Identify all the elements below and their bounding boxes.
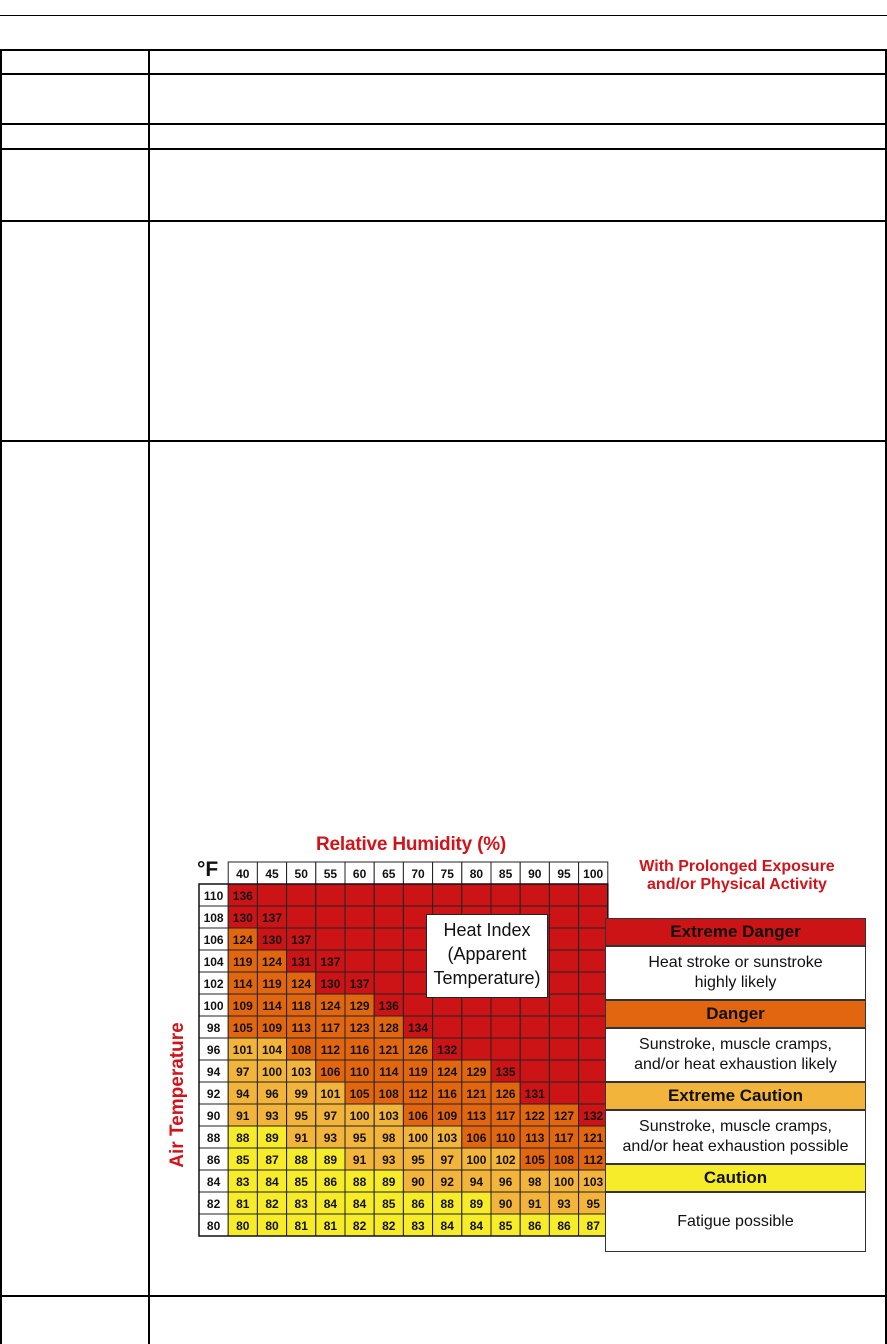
heat-index-value: 129 [466, 1065, 487, 1079]
humidity-tick-label: 45 [265, 867, 279, 881]
humidity-tick-label: 60 [352, 867, 367, 881]
table-row-divider [0, 148, 887, 150]
humidity-tick-label: 80 [469, 867, 484, 881]
heat-index-empty-cell [549, 1038, 578, 1060]
heat-index-empty-cell [316, 906, 345, 928]
heat-index-value: 121 [583, 1131, 604, 1145]
heat-index-value: 101 [232, 1043, 253, 1057]
heat-index-value: 84 [352, 1197, 367, 1211]
heat-index-empty-cell [257, 884, 286, 906]
heat-index-value: 84 [440, 1219, 454, 1233]
heat-index-value: 89 [265, 1131, 279, 1145]
heat-index-value: 88 [236, 1131, 250, 1145]
heat-index-empty-cell [491, 1016, 520, 1038]
legend-description: Fatigue possible [605, 1192, 866, 1252]
heat-index-value: 127 [553, 1109, 575, 1123]
temperature-tick-label: 82 [206, 1197, 221, 1211]
heat-index-value: 137 [261, 911, 283, 925]
heat-index-value: 95 [411, 1153, 425, 1167]
table-row-divider [0, 49, 887, 51]
heat-index-value: 110 [349, 1065, 370, 1079]
heat-index-empty-cell [374, 972, 403, 994]
heat-index-value: 94 [236, 1087, 250, 1101]
heat-index-empty-cell [579, 928, 608, 950]
heat-index-empty-cell [549, 994, 578, 1016]
heat-index-value: 86 [528, 1219, 542, 1233]
heat-index-value: 81 [323, 1219, 338, 1233]
humidity-tick-label: 90 [528, 867, 542, 881]
heat-index-value: 105 [349, 1087, 370, 1101]
heat-index-value: 106 [407, 1109, 429, 1123]
table-row-divider [0, 1295, 887, 1297]
humidity-tick-label: 100 [583, 867, 604, 881]
heat-index-value: 124 [437, 1065, 458, 1079]
heat-index-value: 83 [294, 1197, 308, 1211]
header-rule [0, 15, 887, 16]
heat-index-value: 110 [495, 1131, 516, 1145]
heat-index-value: 97 [323, 1109, 338, 1123]
heat-index-empty-cell [579, 950, 608, 972]
temperature-tick-label: 108 [203, 911, 224, 925]
heat-index-value: 92 [440, 1175, 454, 1189]
heat-index-value: 85 [382, 1197, 396, 1211]
heat-index-value: 86 [411, 1197, 425, 1211]
heat-index-value: 85 [236, 1153, 250, 1167]
heat-index-empty-cell [579, 884, 608, 906]
heat-index-empty-cell [433, 884, 462, 906]
temperature-tick-label: 84 [206, 1175, 221, 1189]
heat-index-value: 128 [378, 1021, 399, 1035]
heat-index-value: 103 [378, 1109, 399, 1123]
heat-index-value: 119 [233, 955, 253, 969]
table-row-divider [0, 220, 887, 222]
heat-index-value: 100 [553, 1175, 575, 1189]
heat-index-value: 121 [466, 1087, 487, 1101]
heat-index-value: 91 [236, 1109, 250, 1123]
heat-index-value: 108 [291, 1043, 312, 1057]
heat-index-empty-cell [579, 994, 608, 1016]
heat-index-value: 108 [378, 1087, 399, 1101]
heat-index-value: 97 [236, 1065, 250, 1079]
heat-index-value: 91 [352, 1153, 367, 1167]
heat-index-value: 90 [498, 1197, 513, 1211]
heat-index-value: 91 [528, 1197, 542, 1211]
heat-index-value: 84 [469, 1219, 484, 1233]
heat-index-value: 105 [232, 1021, 253, 1035]
heat-index-value: 137 [349, 977, 370, 991]
heat-index-value: 126 [495, 1087, 516, 1101]
heat-index-value: 88 [294, 1153, 308, 1167]
heat-index-empty-cell [579, 1082, 608, 1104]
heat-index-empty-cell [549, 884, 578, 906]
heat-index-value: 137 [320, 955, 341, 969]
heat-index-value: 114 [379, 1065, 399, 1079]
heat-index-grid [166, 828, 604, 1286]
heat-index-value: 82 [382, 1219, 396, 1233]
temperature-tick-label: 92 [206, 1087, 221, 1101]
heat-index-value: 99 [294, 1087, 308, 1101]
heat-index-value: 88 [440, 1197, 454, 1211]
heat-index-value: 97 [440, 1153, 454, 1167]
legend-category: Extreme Danger [605, 918, 866, 946]
temperature-tick-label: 104 [203, 955, 224, 969]
heat-index-value: 124 [261, 955, 283, 969]
heat-index-empty-cell [374, 884, 403, 906]
heat-index-value: 82 [352, 1219, 367, 1233]
temperature-tick-label: 88 [206, 1131, 221, 1145]
y-axis-label: Air Temperature [167, 1022, 188, 1168]
heat-index-value: 93 [323, 1131, 338, 1145]
table-row-divider [0, 123, 887, 125]
heat-index-value: 132 [583, 1109, 604, 1123]
heat-index-value: 83 [236, 1175, 250, 1189]
heat-index-value: 89 [323, 1153, 338, 1167]
heat-index-value: 130 [261, 933, 283, 947]
heat-index-empty-cell [462, 1038, 491, 1060]
heat-index-value: 122 [524, 1109, 545, 1123]
table-row-divider [0, 440, 887, 442]
heat-index-value: 80 [265, 1219, 279, 1233]
heat-index-value: 93 [265, 1109, 279, 1123]
heat-index-value: 109 [261, 1021, 283, 1035]
heat-index-empty-cell [374, 928, 403, 950]
heat-index-value: 124 [320, 999, 341, 1013]
heat-index-value: 100 [261, 1065, 283, 1079]
heat-index-value: 117 [495, 1109, 516, 1123]
heat-index-value: 137 [291, 933, 312, 947]
heat-index-value: 93 [557, 1197, 571, 1211]
heat-index-value: 103 [437, 1131, 458, 1145]
heat-index-empty-cell [549, 950, 578, 972]
heat-index-empty-cell [491, 884, 520, 906]
heat-index-value: 96 [498, 1175, 513, 1189]
heat-index-value: 117 [320, 1021, 341, 1035]
heat-index-empty-cell [345, 884, 374, 906]
heat-index-value: 116 [349, 1043, 370, 1057]
heat-index-value: 130 [232, 911, 253, 925]
heat-index-value: 131 [291, 955, 312, 969]
legend-category: Danger [605, 1000, 866, 1028]
heat-index-empty-cell [433, 1016, 462, 1038]
heat-index-value: 100 [349, 1109, 370, 1123]
temperature-tick-label: 102 [203, 977, 224, 991]
legend-description: Sunstroke, muscle cramps, and/or heat exhaustion likely [605, 1028, 866, 1082]
humidity-tick-label: 40 [236, 867, 250, 881]
heat-index-value: 98 [382, 1131, 396, 1145]
humidity-tick-label: 55 [323, 867, 338, 881]
temperature-tick-label: 98 [206, 1021, 221, 1035]
legend-category: Caution [605, 1164, 866, 1192]
heat-index-value: 95 [294, 1109, 308, 1123]
heat-index-value: 113 [466, 1109, 487, 1123]
heat-index-value: 134 [407, 1021, 429, 1035]
heat-index-value: 116 [437, 1087, 457, 1101]
heat-index-value: 91 [294, 1131, 308, 1145]
heat-index-value: 85 [498, 1219, 513, 1233]
heat-index-value: 114 [233, 977, 253, 991]
heat-index-value: 108 [553, 1153, 575, 1167]
heat-index-empty-cell [579, 1016, 608, 1038]
heat-index-value: 132 [437, 1043, 458, 1057]
heat-index-value: 93 [382, 1153, 396, 1167]
temperature-tick-label: 96 [206, 1043, 221, 1057]
heat-index-value: 94 [469, 1175, 484, 1189]
heat-index-empty-cell [345, 906, 374, 928]
heat-index-value: 80 [236, 1219, 250, 1233]
heat-index-value: 119 [262, 977, 282, 991]
humidity-tick-label: 85 [498, 867, 513, 881]
heat-index-empty-cell [316, 928, 345, 950]
heat-index-empty-cell [374, 906, 403, 928]
heat-index-value: 124 [232, 933, 253, 947]
heat-index-value: 131 [524, 1087, 545, 1101]
heat-index-value: 95 [352, 1131, 367, 1145]
heat-index-empty-cell [316, 884, 345, 906]
heat-index-value: 90 [411, 1175, 425, 1189]
humidity-tick-label: 65 [382, 867, 396, 881]
heat-index-empty-cell [549, 1082, 578, 1104]
legend-description: Heat stroke or sunstroke highly likely [605, 946, 866, 1000]
heat-index-value: 87 [265, 1153, 279, 1167]
heat-index-empty-cell [549, 1060, 578, 1082]
heat-index-value: 126 [407, 1043, 429, 1057]
heat-index-value: 117 [554, 1131, 574, 1145]
heat-index-value: 135 [495, 1065, 516, 1079]
heat-index-value: 121 [378, 1043, 399, 1057]
heat-index-value: 130 [320, 977, 341, 991]
heat-index-value: 129 [349, 999, 370, 1013]
heat-index-value: 113 [291, 1021, 311, 1035]
table-left-border [0, 49, 2, 1344]
heat-index-value: 109 [232, 999, 253, 1013]
legend-category: Extreme Caution [605, 1082, 866, 1110]
temperature-tick-label: 86 [206, 1153, 221, 1167]
heat-index-value: 105 [524, 1153, 545, 1167]
heat-index-value: 95 [586, 1197, 600, 1211]
legend-description: Sunstroke, muscle cramps, and/or heat exhaustion possible [605, 1110, 866, 1164]
heat-index-value: 87 [586, 1219, 600, 1233]
heat-index-empty-cell [520, 1060, 549, 1082]
heat-index-value: 119 [408, 1065, 428, 1079]
heat-index-value: 81 [294, 1219, 308, 1233]
heat-index-empty-cell [345, 928, 374, 950]
heat-index-value: 124 [291, 977, 312, 991]
heat-index-empty-cell [520, 1038, 549, 1060]
heat-index-value: 109 [437, 1109, 458, 1123]
heat-index-empty-cell [520, 1016, 549, 1038]
heat-index-value: 113 [525, 1131, 545, 1145]
heat-index-value: 114 [262, 999, 282, 1013]
table-row-divider [0, 73, 887, 75]
heat-index-value: 89 [382, 1175, 396, 1189]
heat-index-value: 106 [466, 1131, 487, 1145]
unit-label: °F [197, 858, 219, 881]
heat-index-empty-cell [287, 884, 316, 906]
heat-index-value: 103 [291, 1065, 312, 1079]
heat-index-empty-cell [520, 884, 549, 906]
heat-index-value: 100 [466, 1153, 487, 1167]
heat-index-value: 118 [291, 999, 311, 1013]
heat-index-value: 123 [349, 1021, 370, 1035]
heat-index-value: 103 [583, 1175, 604, 1189]
heat-index-empty-cell [549, 906, 578, 928]
heat-index-value: 86 [323, 1175, 338, 1189]
heat-index-empty-cell [403, 884, 432, 906]
table-column-divider [148, 49, 150, 1344]
humidity-tick-label: 70 [411, 867, 425, 881]
temperature-tick-label: 80 [206, 1219, 221, 1233]
heat-index-empty-cell [345, 950, 374, 972]
heat-index-value: 84 [323, 1197, 338, 1211]
humidity-tick-label: 75 [440, 867, 454, 881]
heat-index-empty-cell [287, 906, 316, 928]
humidity-tick-label: 50 [294, 867, 308, 881]
heat-index-value: 112 [583, 1153, 603, 1167]
heat-index-value: 136 [378, 999, 399, 1013]
heat-index-value: 89 [469, 1197, 484, 1211]
legend-heading: With Prolonged Exposure and/or Physical Activity [639, 858, 835, 893]
heat-index-empty-cell [462, 884, 491, 906]
chart-title: Relative Humidity (%) [316, 834, 507, 855]
heat-index-value: 81 [236, 1197, 250, 1211]
heat-index-empty-cell [462, 1016, 491, 1038]
heat-index-value: 83 [411, 1219, 425, 1233]
heat-index-value: 82 [265, 1197, 279, 1211]
heat-index-value: 88 [352, 1175, 367, 1189]
temperature-tick-label: 90 [206, 1109, 221, 1123]
heat-index-value: 84 [265, 1175, 279, 1189]
humidity-tick-label: 95 [557, 867, 571, 881]
temperature-tick-label: 106 [203, 933, 224, 947]
heat-index-empty-cell [549, 928, 578, 950]
heat-index-label: Heat Index (Apparent Temperature) [426, 914, 548, 998]
heat-index-empty-cell [374, 950, 403, 972]
heat-index-empty-cell [579, 1060, 608, 1082]
temperature-tick-label: 110 [203, 889, 224, 903]
heat-index-value: 100 [407, 1131, 429, 1145]
heat-index-empty-cell [549, 1016, 578, 1038]
heat-index-empty-cell [549, 972, 578, 994]
heat-index-empty-cell [579, 972, 608, 994]
heat-index-empty-cell [579, 1038, 608, 1060]
temperature-tick-label: 94 [206, 1065, 221, 1079]
heat-index-empty-cell [491, 1038, 520, 1060]
heat-index-value: 112 [320, 1043, 341, 1057]
heat-index-value: 86 [557, 1219, 571, 1233]
heat-index-value: 101 [320, 1087, 341, 1101]
heat-index-graphic [166, 828, 876, 1286]
heat-index-value: 96 [265, 1087, 279, 1101]
heat-index-value: 98 [528, 1175, 542, 1189]
heat-index-value: 102 [495, 1153, 516, 1167]
heat-index-value: 136 [232, 889, 253, 903]
heat-index-value: 112 [408, 1087, 428, 1101]
heat-index-empty-cell [579, 906, 608, 928]
heat-index-value: 85 [294, 1175, 308, 1189]
heat-index-value: 106 [320, 1065, 341, 1079]
temperature-tick-label: 100 [203, 999, 224, 1013]
heat-index-value: 104 [261, 1043, 283, 1057]
